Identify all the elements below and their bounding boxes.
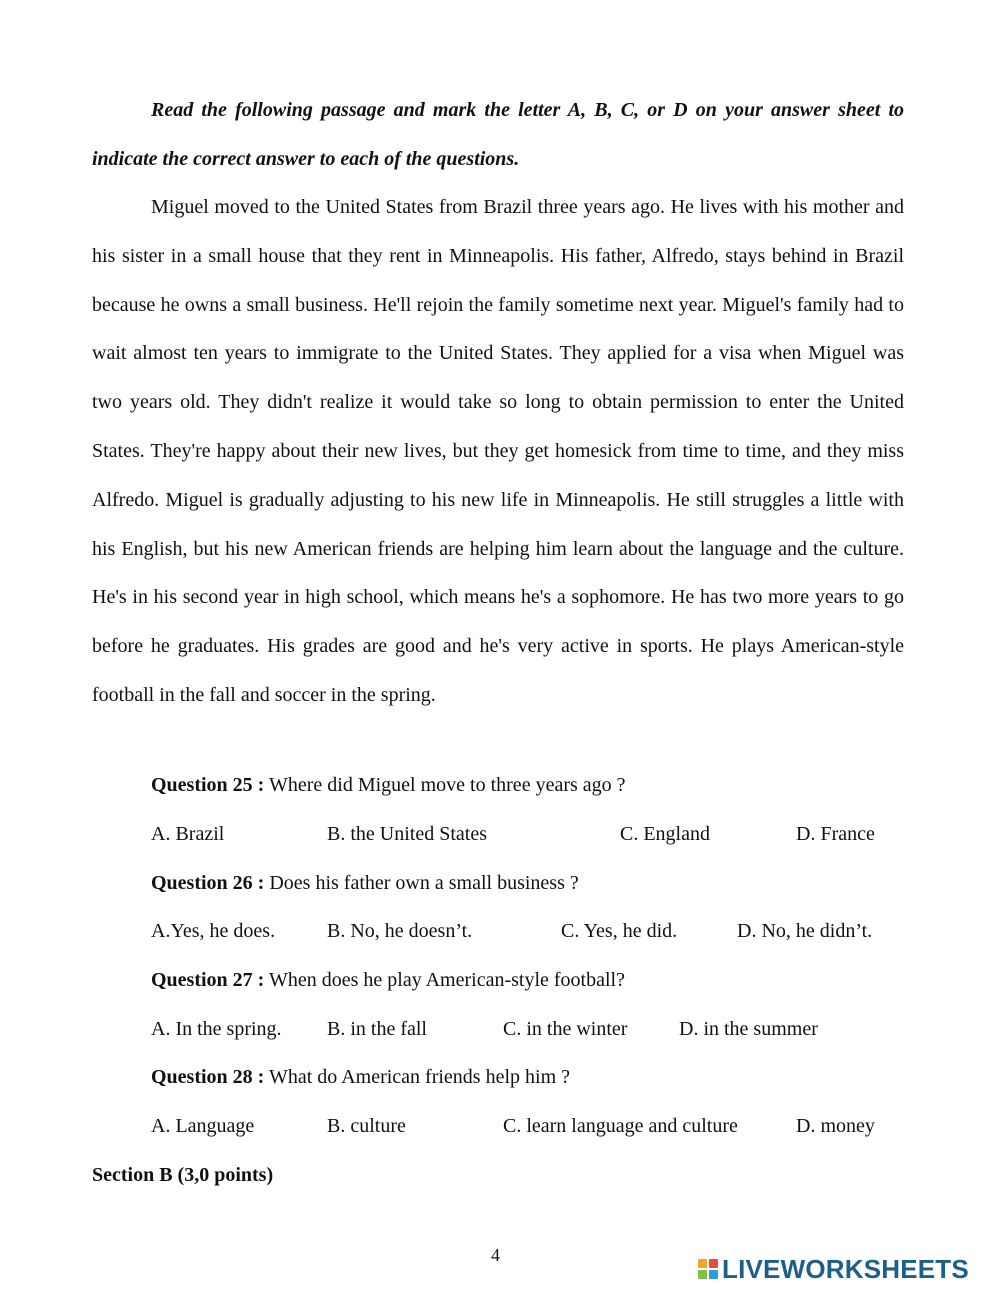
instruction-text: Read the following passage and mark the letter A, B, C, or D on your answer sheet to indicate the correct answer to each of the questions. bbox=[92, 99, 904, 170]
option-a[interactable]: A. Language bbox=[151, 1115, 255, 1137]
option-d[interactable]: D. France bbox=[796, 823, 875, 845]
question-number: Question 26 : bbox=[151, 872, 265, 894]
logo-square bbox=[698, 1270, 707, 1279]
option-b[interactable]: B. No, he doesn’t. bbox=[327, 920, 473, 942]
question-text: Does his father own a small business ? bbox=[264, 872, 579, 894]
liveworksheets-logo[interactable] bbox=[698, 1252, 969, 1286]
question-27-options bbox=[0, 1018, 1000, 1048]
option-d[interactable]: D. money bbox=[796, 1115, 875, 1137]
question-25-options bbox=[0, 823, 1000, 853]
logo-text: LIVEWORKSHEETS bbox=[722, 1253, 969, 1284]
option-c[interactable]: C. learn language and culture bbox=[503, 1115, 738, 1137]
option-a[interactable]: A. Brazil bbox=[151, 823, 225, 845]
option-d[interactable]: D. No, he didn’t. bbox=[737, 920, 873, 942]
question-text: Where did Miguel move to three years ago ? bbox=[264, 774, 626, 796]
logo-square bbox=[709, 1259, 718, 1268]
option-a[interactable]: A.Yes, he does. bbox=[151, 920, 276, 942]
option-c[interactable]: C. Yes, he did. bbox=[561, 920, 678, 942]
option-d[interactable]: D. in the summer bbox=[679, 1018, 818, 1040]
question-28 bbox=[151, 1066, 570, 1089]
logo-square bbox=[709, 1270, 718, 1279]
reading-passage: Miguel moved to the United States from Brazil three years ago. He lives with his mother and his sister in a small house that they rent in Minneapolis. His father, Alfredo, stays behind in Brazil because he owns a small business. He'll rejoin the family sometime next year. Miguel's family had to wait almost ten years to immigrate to the United States. They applied for a visa when Miguel was two years old. They didn't realize it would take so long to obtain permission to enter the United States. They're happy about their new lives, but they get homesick from time to time, and they miss Alfredo. Miguel is gradually adjusting to his new life in Minneapolis. He still struggles a little with his English, but his new American friends are helping him learn about the language and the culture. He's in his second year in high school, which means he's a sophomore. He has two more years to go before he graduates. His grades are good and he's very active in sports. He plays American-style football in the fall and soccer in the spring. bbox=[92, 196, 904, 706]
option-c[interactable]: C. in the winter bbox=[503, 1018, 628, 1040]
option-b[interactable]: B. the United States bbox=[327, 823, 487, 845]
section-heading: Section B (3,0 points) bbox=[92, 1164, 274, 1186]
question-number: Question 27 : bbox=[151, 969, 265, 991]
page-number: 4 bbox=[491, 1245, 500, 1265]
option-b[interactable]: B. in the fall bbox=[327, 1018, 427, 1040]
question-26-options bbox=[0, 920, 1000, 950]
question-27 bbox=[151, 969, 625, 992]
option-c[interactable]: C. England bbox=[620, 823, 710, 845]
question-25 bbox=[151, 774, 626, 797]
logo-square bbox=[698, 1259, 707, 1268]
question-26 bbox=[151, 872, 579, 895]
question-number: Question 28 : bbox=[151, 1066, 265, 1088]
question-text: What do American friends help him ? bbox=[264, 1066, 570, 1088]
option-b[interactable]: B. culture bbox=[327, 1115, 406, 1137]
logo-icon bbox=[698, 1259, 718, 1279]
question-28-options bbox=[0, 1115, 1000, 1145]
option-a[interactable]: A. In the spring. bbox=[151, 1018, 282, 1040]
question-text: When does he play American-style football? bbox=[264, 969, 625, 991]
question-number: Question 25 : bbox=[151, 774, 265, 796]
